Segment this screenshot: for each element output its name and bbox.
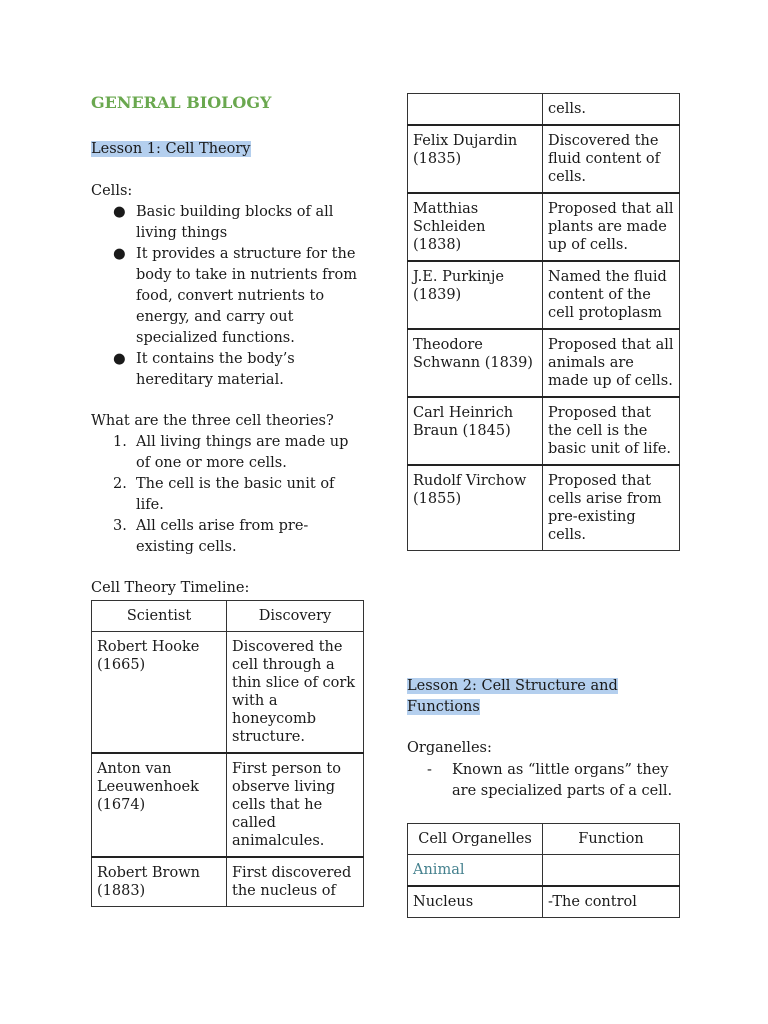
list-item: ● Basic building blocks of all living things <box>113 204 334 241</box>
discovery-cell: Proposed that cells arise from pre-existing cells. <box>543 465 680 551</box>
table-row <box>92 632 364 754</box>
timeline-table <box>91 600 364 907</box>
organelle-cell: Animal <box>408 855 543 887</box>
theories-list <box>91 432 366 558</box>
scientist-cell: Robert Brown (1883) <box>92 857 227 907</box>
table-row <box>408 465 680 551</box>
scientist-cell: Felix Dujardin (1835) <box>408 125 543 193</box>
dash-icon: - <box>427 762 432 778</box>
table-row <box>408 886 680 918</box>
table-row <box>408 855 680 887</box>
table-row <box>408 397 680 465</box>
table-row <box>408 329 680 397</box>
discovery-cell: Named the fluid content of the cell protoplasm <box>543 261 680 329</box>
discovery-cell: First person to observe living cells that he called animalcules. <box>227 753 364 857</box>
scientist-cell <box>408 94 543 126</box>
scientist-cell: J.E. Purkinje (1839) <box>408 261 543 329</box>
table-header-row <box>92 601 364 632</box>
column-header-scientist: Scientist <box>92 601 227 632</box>
discovery-cell: Discovered the fluid content of cells. <box>543 125 680 193</box>
scientist-cell: Matthias Schleiden (1838) <box>408 193 543 261</box>
cells-label: Cells: <box>91 183 133 199</box>
scientist-cell: Theodore Schwann (1839) <box>408 329 543 397</box>
organelle-cell: Nucleus <box>408 886 543 918</box>
bullet-icon: ● <box>113 351 126 367</box>
column-header-organelles: Cell Organelles <box>408 824 543 855</box>
discovery-cell: Proposed that all plants are made up of cells. <box>543 193 680 261</box>
discovery-cell: Discovered the cell through a thin slice of cork with a honeycomb structure. <box>227 632 364 754</box>
timeline-table-continued <box>407 93 680 551</box>
theories-question: What are the three cell theories? <box>91 413 334 429</box>
bullet-icon: ● <box>113 204 126 220</box>
list-item: - Known as “little organs” they are specialized parts of a cell. <box>427 762 673 799</box>
list-item: 1. All living things are made up of one or more cells. <box>113 434 349 471</box>
timeline-label: Cell Theory Timeline: <box>91 580 250 596</box>
function-cell <box>543 855 680 887</box>
table-row <box>408 125 680 193</box>
list-item: ● It provides a structure for the body to take in nutrients from food, convert nutrients to energy, and carry out specialized functions. <box>113 246 357 346</box>
discovery-cell: First discovered the nucleus of <box>227 857 364 907</box>
bullet-icon: ● <box>113 246 126 262</box>
scientist-cell: Anton van Leeuwenhoek (1674) <box>92 753 227 857</box>
lesson2-heading: Lesson 2: Cell Structure and Functions <box>407 678 618 715</box>
list-item: 2. The cell is the basic unit of life. <box>113 476 335 513</box>
column-header-discovery: Discovery <box>227 601 364 632</box>
scientist-cell: Robert Hooke (1665) <box>92 632 227 754</box>
scientist-cell: Rudolf Virchow (1855) <box>408 465 543 551</box>
organelles-table <box>407 823 680 918</box>
table-row <box>408 261 680 329</box>
document-title: GENERAL BIOLOGY <box>91 93 272 112</box>
scientist-cell: Carl Heinrich Braun (1845) <box>408 397 543 465</box>
table-row <box>92 857 364 907</box>
discovery-cell: Proposed that all animals are made up of cells. <box>543 329 680 397</box>
list-item: 3. All cells arise from pre-existing cells. <box>113 518 309 555</box>
discovery-cell: Proposed that the cell is the basic unit of life. <box>543 397 680 465</box>
lesson1-heading: Lesson 1: Cell Theory <box>91 141 251 157</box>
discovery-cell: cells. <box>543 94 680 126</box>
column-header-function: Function <box>543 824 680 855</box>
organelles-label: Organelles: <box>407 740 492 756</box>
table-row <box>92 753 364 857</box>
list-item: ● It contains the body’s hereditary material. <box>113 351 295 388</box>
function-cell: -The control <box>543 886 680 918</box>
table-row <box>408 193 680 261</box>
table-header-row <box>408 824 680 855</box>
table-row <box>408 94 680 126</box>
cells-bullet-list <box>91 202 366 391</box>
